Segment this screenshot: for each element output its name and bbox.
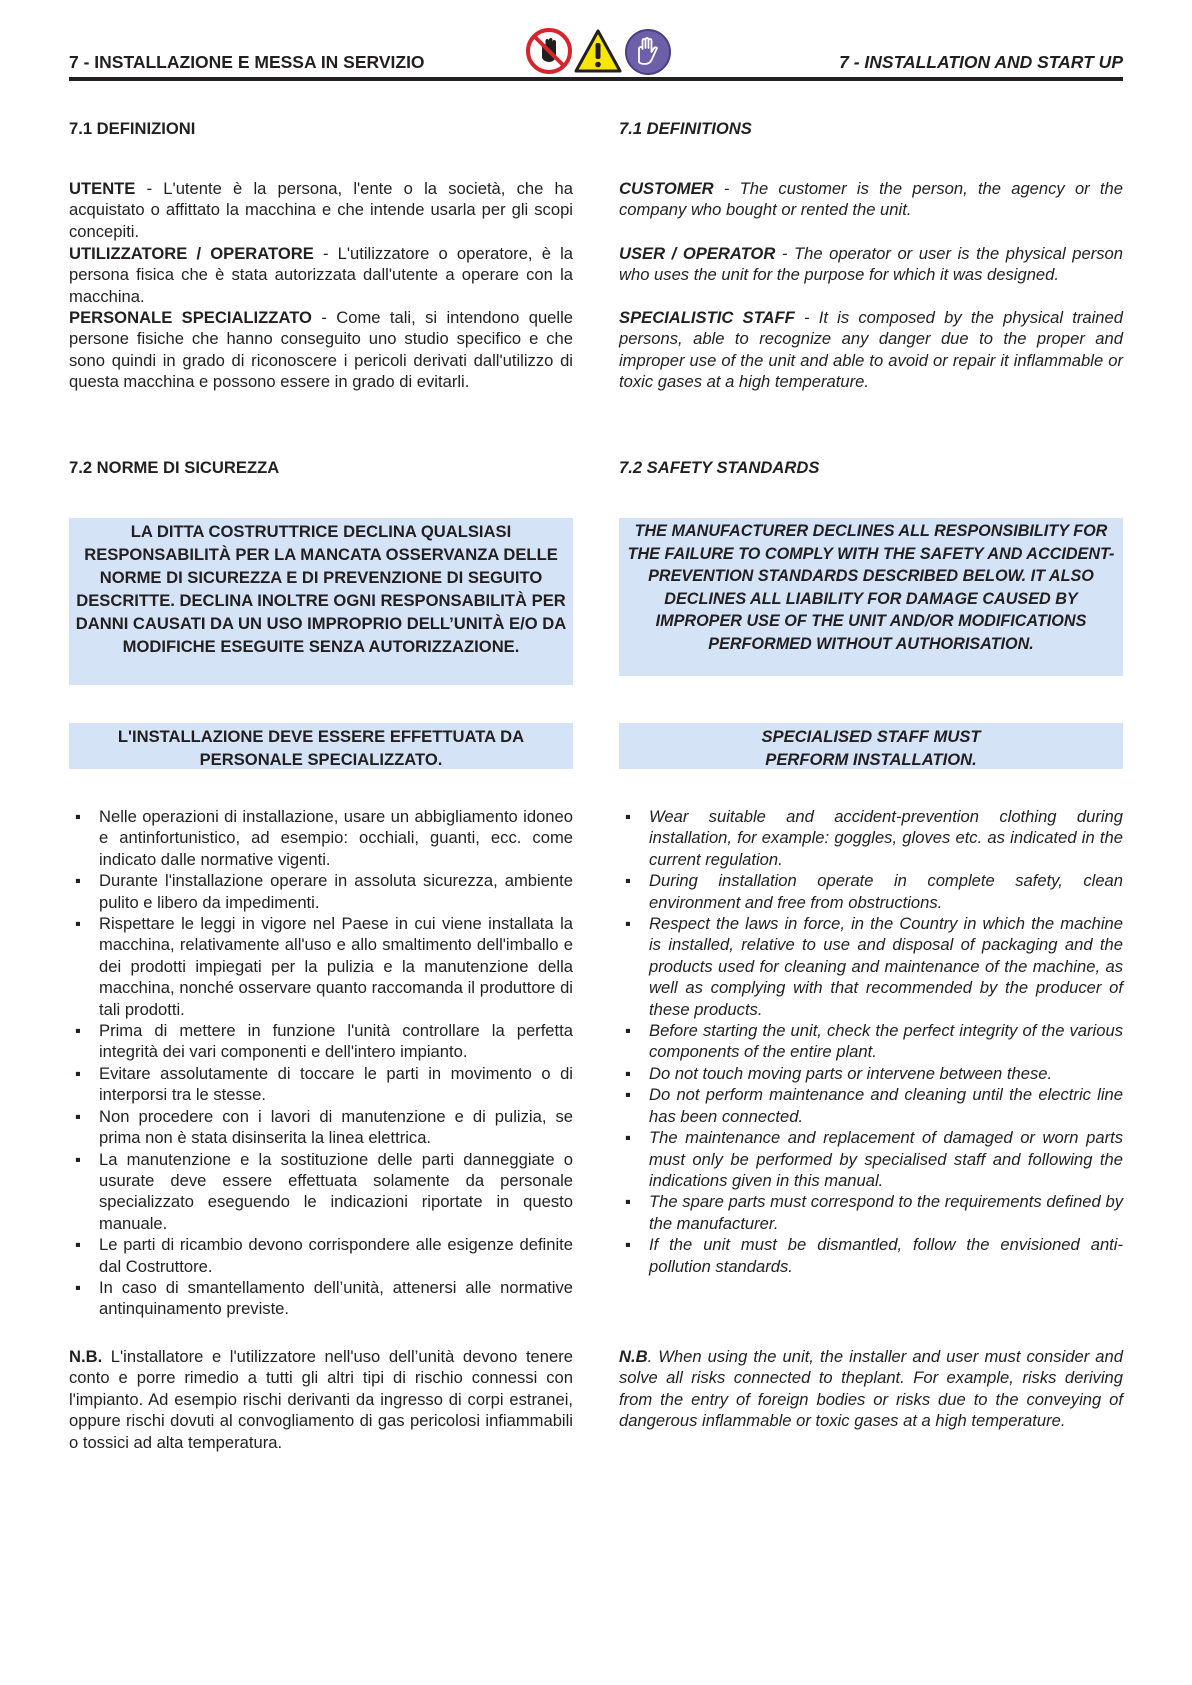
list-item: ▪ The spare parts must correspond to the requirements defined by the manufacturer. <box>625 1192 1123 1233</box>
installation-notice-box <box>619 723 1123 769</box>
disclaimer-box: THE MANUFACTURER DECLINES ALL RESPONSIBILITY FOR THE FAILURE TO COMPLY WITH THE SAFETY AND ACCIDENT-PREVENTION STANDARDS DESCRIBED BELOW. IT ALSO DECLINES ALL LIABILITY FOR DAMAGE CAUSED BY IMPROPER USE OF THE UNIT AND/OR MODIFICATIONS PERFORMED WITHOUT AUTHORISATION. <box>619 518 1123 676</box>
list-item: ▪ La manutenzione e la sostituzione delle parti danneggiate o usurate deve essere effettuata solamente da personale specializzato eseguendo le indicazioni riportate in questo manuale. <box>75 1149 573 1233</box>
nb-text: L'installatore e l'utilizzatore nell'uso dell’unità devono tenere conto e porre rimedio a tutti gli altri tipi di rischio connessi con l'impianto. Ad esempio rischi derivanti da ingresso di corpi estranei, oppure rischi dovuti al convogliamento di gas pericolosi infiammabili o tossici ad alta temperatura. <box>69 1347 573 1452</box>
list-item: ▪ During installation operate in complete safety, clean environment and free from obstructions. <box>625 871 1123 912</box>
list-item: ▪ Evitare assolutamente di toccare le parti in movimento o di interporsi tra le stesse. <box>75 1063 573 1105</box>
section-title-definizioni: 7.1 DEFINIZIONI <box>69 119 196 138</box>
definition-term: CUSTOMER <box>619 179 714 198</box>
section-title-norme: 7.2 NORME DI SICUREZZA <box>69 458 280 477</box>
italian-column <box>69 0 573 1685</box>
nb-text: . When using the unit, the installer and user must consider and solve all risks connected to theplant. For example, risks deriving from the entry of foreign bodies or risks due to the conveying of dangerous inflammable or toxic gases at a high temperature. <box>619 1347 1123 1431</box>
installation-notice-box: L'INSTALLAZIONE DEVE ESSERE EFFETTUATA DA PERSONALE SPECIALIZZATO. <box>69 723 573 769</box>
warning-triangle-icon <box>574 28 622 74</box>
nota-bene <box>69 1346 573 1453</box>
definition-utente <box>69 178 573 242</box>
header-right-title: 7 - INSTALLATION AND START UP <box>839 52 1123 72</box>
list-item: ▪ In caso di smantellamento dell’unità, attenersi alle normative antinquinamento previste. <box>75 1277 573 1319</box>
definition-specialistic-staff <box>619 307 1123 393</box>
definition-personale <box>69 307 573 393</box>
notice-line: SPECIALISED STAFF MUST <box>761 727 981 746</box>
definition-text: - The customer is the person, the agency or the company who bought or rented the unit. <box>619 179 1123 220</box>
definition-text: - L'utente è la persona, l'ente o la società, che ha acquistato o affittato la macchina e che intende usarla per gli scopi concepiti. <box>69 179 573 241</box>
safety-rules-list <box>619 806 1123 1277</box>
notice-line: PERFORM INSTALLATION. <box>765 750 977 769</box>
definition-term: UTILIZZATORE / OPERATORE <box>69 244 314 263</box>
list-item: ▪ Do not perform maintenance and cleaning until the electric line has been connected. <box>625 1085 1123 1126</box>
nota-bene <box>619 1346 1123 1432</box>
definition-utilizzatore <box>69 243 573 307</box>
list-item: ▪ If the unit must be dismantled, follow the envisioned anti-pollution standards. <box>625 1235 1123 1276</box>
safety-rules-list <box>69 806 573 1320</box>
definition-term: SPECIALISTIC STAFF <box>619 308 795 327</box>
definition-term: PERSONALE SPECIALIZZATO <box>69 308 312 327</box>
list-item: ▪ Before starting the unit, check the perfect integrity of the various components of the entire plant. <box>625 1021 1123 1062</box>
nb-term: N.B <box>619 1347 648 1366</box>
list-item: ▪ Durante l'installazione operare in assoluta sicurezza, ambiente pulito e libero da impedimenti. <box>75 871 573 912</box>
disclaimer-box: LA DITTA COSTRUTTRICE DECLINA QUALSIASI RESPONSABILITÀ PER LA MANCATA OSSERVANZA DELLE NORME DI SICUREZZA E DI PREVENZIONE DI SEGUITO DESCRITTE. DECLINA INOLTRE OGNI RESPONSABILITÀ PER DANNI CAUSATI DA UN USO IMPROPRIO DELL’UNITÀ E/O DA MODIFICHE ESEGUITE SENZA AUTORIZZAZIONE. <box>69 518 573 685</box>
section-title-safety-standards: 7.2 SAFETY STANDARDS <box>619 458 820 477</box>
header-left-title: 7 - INSTALLAZIONE E MESSA IN SERVIZIO <box>69 52 425 72</box>
list-item: ▪ Prima di mettere in funzione l'unità controllare la perfetta integrità dei vari componenti e dell'intero impianto. <box>75 1021 573 1062</box>
list-item: ▪ The maintenance and replacement of damaged or worn parts must only be performed by specialised staff and following the indications given in this manual. <box>625 1128 1123 1190</box>
list-item: ▪ Respect the laws in force, in the Country in which the machine is installed, relative to use and disposal of packaging and the products used for cleaning and maintenance of the machine, as well as complying with that recommended by the producer of these products. <box>625 914 1123 1019</box>
list-item: ▪ Nelle operazioni di installazione, usare un abbigliamento idoneo e antinfortunistico, ad esempio: occhiali, guanti, ecc. come indicato dalle normative vigenti. <box>75 807 573 869</box>
definition-customer <box>619 178 1123 221</box>
definition-text: - It is composed by the physical trained persons, able to recognize any danger due to the proper and improper use of the unit and able to avoid or repair it inflammable or toxic gases at a high temperature. <box>619 308 1123 392</box>
list-item: ▪ Non procedere con i lavori di manutenzione e di pulizia, se prima non è stata disinserita la linea elettrica. <box>75 1106 573 1148</box>
list-item: ▪ Rispettare le leggi in vigore nel Paese in cui viene installata la macchina, relativamente all'uso e allo smaltimento dell'imballo e dei prodotti impiegati per la pulizia e la manutenzione della macchina, nonché osservare quanto raccomanda il produttore di tali prodotti. <box>75 914 573 1019</box>
definition-text: - Come tali, si intendono quelle persone fisiche che hanno conseguito uno studio specifico e che sono quindi in grado di riconoscere i pericoli derivati dall'utilizzo di questa macchina e possono essere in grado di evitarli. <box>69 308 574 392</box>
definition-text: - L'utilizzatore o operatore, è la persona fisica che è stata autorizzata dall'utente a operare con la macchina. <box>69 244 573 306</box>
english-column <box>619 0 1123 1685</box>
list-item: ▪ Do not touch moving parts or intervene between these. <box>625 1063 1053 1083</box>
list-item: ▪ Le parti di ricambio devono corrispondere alle esigenze definite dal Costruttore. <box>75 1235 573 1276</box>
definition-user-operator <box>619 243 1123 286</box>
list-item: ▪ Wear suitable and accident-prevention clothing during installation, for example: goggles, gloves etc. as indicated in the current regulation. <box>625 807 1123 869</box>
nb-term: N.B. <box>69 1347 103 1366</box>
definition-term: UTENTE <box>69 179 136 198</box>
definition-text: - The operator or user is the physical person who uses the unit for the purpose for which it was designed. <box>619 244 1123 285</box>
definition-term: USER / OPERATOR <box>619 244 776 263</box>
section-title-definitions: 7.1 DEFINITIONS <box>619 119 752 138</box>
